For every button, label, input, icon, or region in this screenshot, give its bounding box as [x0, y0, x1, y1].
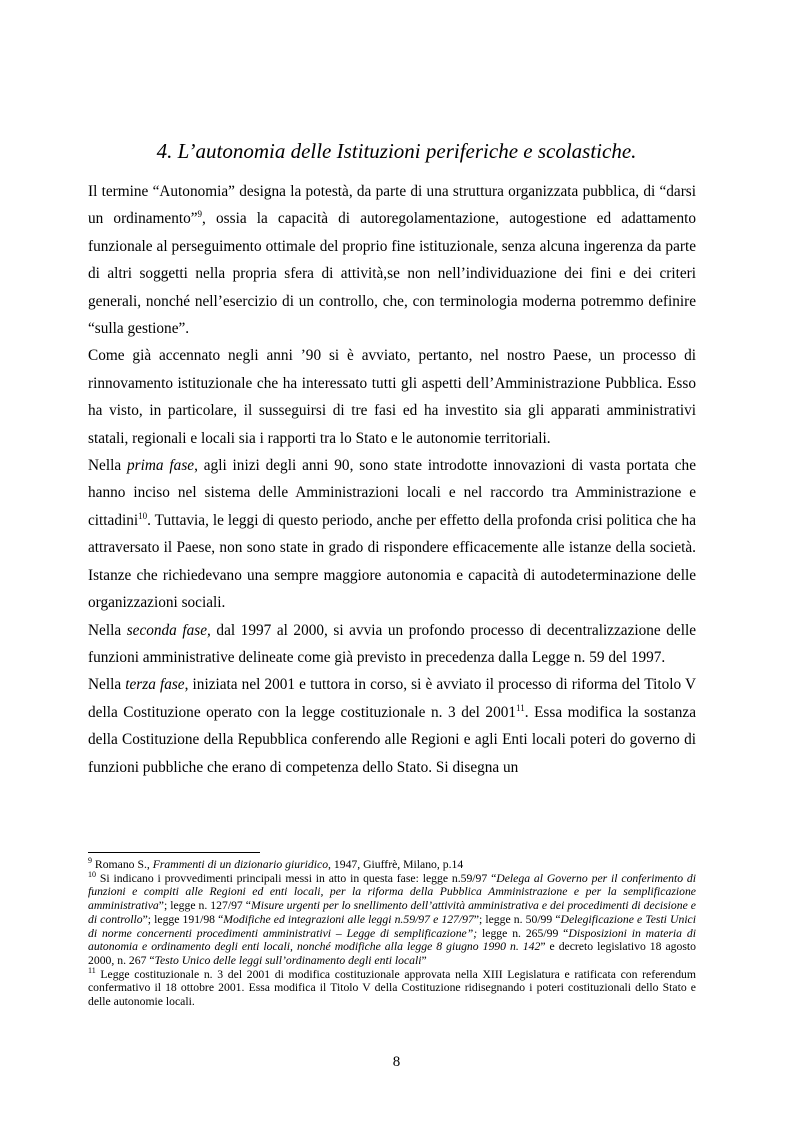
footnote-text: ” e decreto legislativo 18 agosto 2000, n. 267 “ — [88, 940, 696, 967]
footnote-separator — [88, 852, 260, 853]
paragraph-text: , iniziata nel 2001 e tuttora in corso, si è avviato il processo di riforma del Titolo V della Costituzione operato con la legge costituzionale n. 3 del 2001 — [88, 676, 697, 721]
paragraph-terza-fase — [88, 671, 696, 781]
paragraph-seconda-fase — [88, 617, 696, 672]
emphasis-terza-fase: terza fase — [125, 676, 185, 694]
footnote-text: Romano S., — [92, 858, 153, 871]
footnote-emphasis: Frammenti di un dizionario giuridico — [152, 858, 329, 871]
paragraph-text: Nella — [88, 621, 127, 639]
footnote-number: 10 — [88, 869, 96, 879]
paragraph-text: . Tuttavia, le leggi di questo periodo, anche per effetto della profonda crisi politica che ha attraversato il Paese, non sono state in grado di rispondere efficacemente alle istanze della società. Istanze che richiedevano una sempre maggiore autonomia e capacità di autodeterminazione delle organizzazioni sociali. — [88, 511, 696, 612]
footnote-ref-9[interactable]: 9 — [197, 209, 203, 220]
footnote-text: , 1947, Giuffrè, Milano, p.14 — [328, 858, 464, 871]
footnote-11 — [88, 965, 696, 1009]
paragraph-text: dal 1997 al 2000, si avvia un profondo processo di decentralizzazione delle funzioni amministrative delineate come già previsto in precedenza dalla Legge n. 59 del 1997. — [88, 621, 697, 666]
footnote-text: ”; legge n. 50/99 “ — [473, 912, 561, 926]
footnote-text: ”; legge 191/98 “ — [142, 912, 224, 926]
footnote-text: Legge costituzionale n. 3 del 2001 di modifica costituzionale approvata nella XIII Legislatura e ratificata con referendum confermativo il 18 ottobre 2001. Essa modifica il Titolo V della Costituzione ridisegnando i poteri costituzionali dello Stato e delle autonomie locali. — [88, 967, 696, 1009]
emphasis-prima-fase: prima fase — [127, 457, 195, 475]
paragraph-text: Il termine “Autonomia” designa la potestà, da parte di una struttura organizzata pubblica, di “darsi un ordinamento” — [88, 183, 696, 228]
footnote-number: 11 — [88, 965, 96, 975]
page-title: 4. L’autonomia delle Istituzioni periferiche e scolastiche. — [156, 139, 637, 163]
footnote-9 — [88, 858, 696, 872]
footnote-text: ”; legge n. 127/97 “ — [158, 899, 251, 913]
paragraph-text: Nella — [88, 676, 126, 694]
paragraph-text: , agli inizi degli anni 90, sono state introdotte innovazioni di vasta portata che hanno inciso nel sistema delle Amministrazioni locali e nel raccordo tra Amministrazione e cittadini — [88, 457, 696, 529]
footnote-ref-10[interactable]: 10 — [138, 510, 148, 521]
footnote-text: legge n. 265/99 “ — [477, 926, 569, 940]
paragraph-text: , ossia la capacità di autoregolamentazione, autogestione ed adattamento funzionale al perseguimento ottimale del proprio fine istituzionale, senza alcuna ingerenza da parte di altri soggetti nella propria sfera di attività,se non nell’individuazione dei fini e dei criteri generali, nonché nell’esercizio di un controllo, che, con terminologia moderna potremmo definire “sulla gestione”. — [88, 210, 696, 338]
footnote-emphasis: Testo Unico delle leggi sull’ordinamento degli enti locali — [154, 953, 422, 967]
footnote-ref-11[interactable]: 11 — [516, 702, 525, 713]
paragraph-prima-fase — [88, 452, 696, 616]
footnote-emphasis: Delegificazione e Testi Unici di norme concernenti procedimenti amministrativi – Legge di semplificazione”; — [88, 912, 696, 940]
footnote-emphasis: Disposizioni in materia di autonomia e ordinamento degli enti locali, nonché modifiche alla legge 8 giugno 1990 n. 142 — [88, 926, 696, 954]
paragraph-autonomia-definition — [88, 178, 696, 342]
footnote-emphasis: Misure urgenti per lo snellimento dell’attività amministrativa e dei procedimenti di decisione e di controllo — [88, 899, 696, 926]
body-text — [88, 178, 696, 781]
paragraph-text: Nella — [88, 457, 127, 475]
footnote-emphasis: Delega al Governo per il conferimento di funzioni e compiti alle Regioni ed enti locali, per la riforma della Pubblica Amministrazione e per la semplificazione amministrativa — [88, 871, 696, 913]
page-number: 8 — [392, 1054, 401, 1070]
footnote-text: Si indicano i provvedimenti principali messi in atto in questa fase: legge n.59/97 “ — [96, 871, 497, 885]
footnote-emphasis: Modifiche ed integrazioni alle leggi n.59/97 e 127/97 — [223, 912, 474, 926]
footnote-text: ” — [421, 953, 427, 967]
paragraph-text: . Essa modifica la sostanza della Costituzione della Repubblica conferendo alle Regioni e agli Enti locali poteri do governo di funzioni pubbliche che erano di competenza dello Stato. Si disegna un — [88, 703, 696, 776]
emphasis-seconda-fase: seconda fase, — [126, 621, 211, 639]
footnote-number: 9 — [88, 856, 92, 866]
footnote-10 — [88, 869, 696, 968]
footnotes — [88, 858, 696, 1009]
paragraph-rinnovamento: Come già accennato negli anni ’90 si è avviato, pertanto, nel nostro Paese, un processo di rinnovamento istituzionale che ha interessato tutti gli aspetti dell’Amministrazione Pubblica. Esso ha visto, in particolare, il susseguirsi di tre fasi ed ha investito sia gli apparati amministrativi statali, regionali e locali sia i rapporti tra lo Stato e le autonomie territoriali. — [88, 347, 696, 447]
